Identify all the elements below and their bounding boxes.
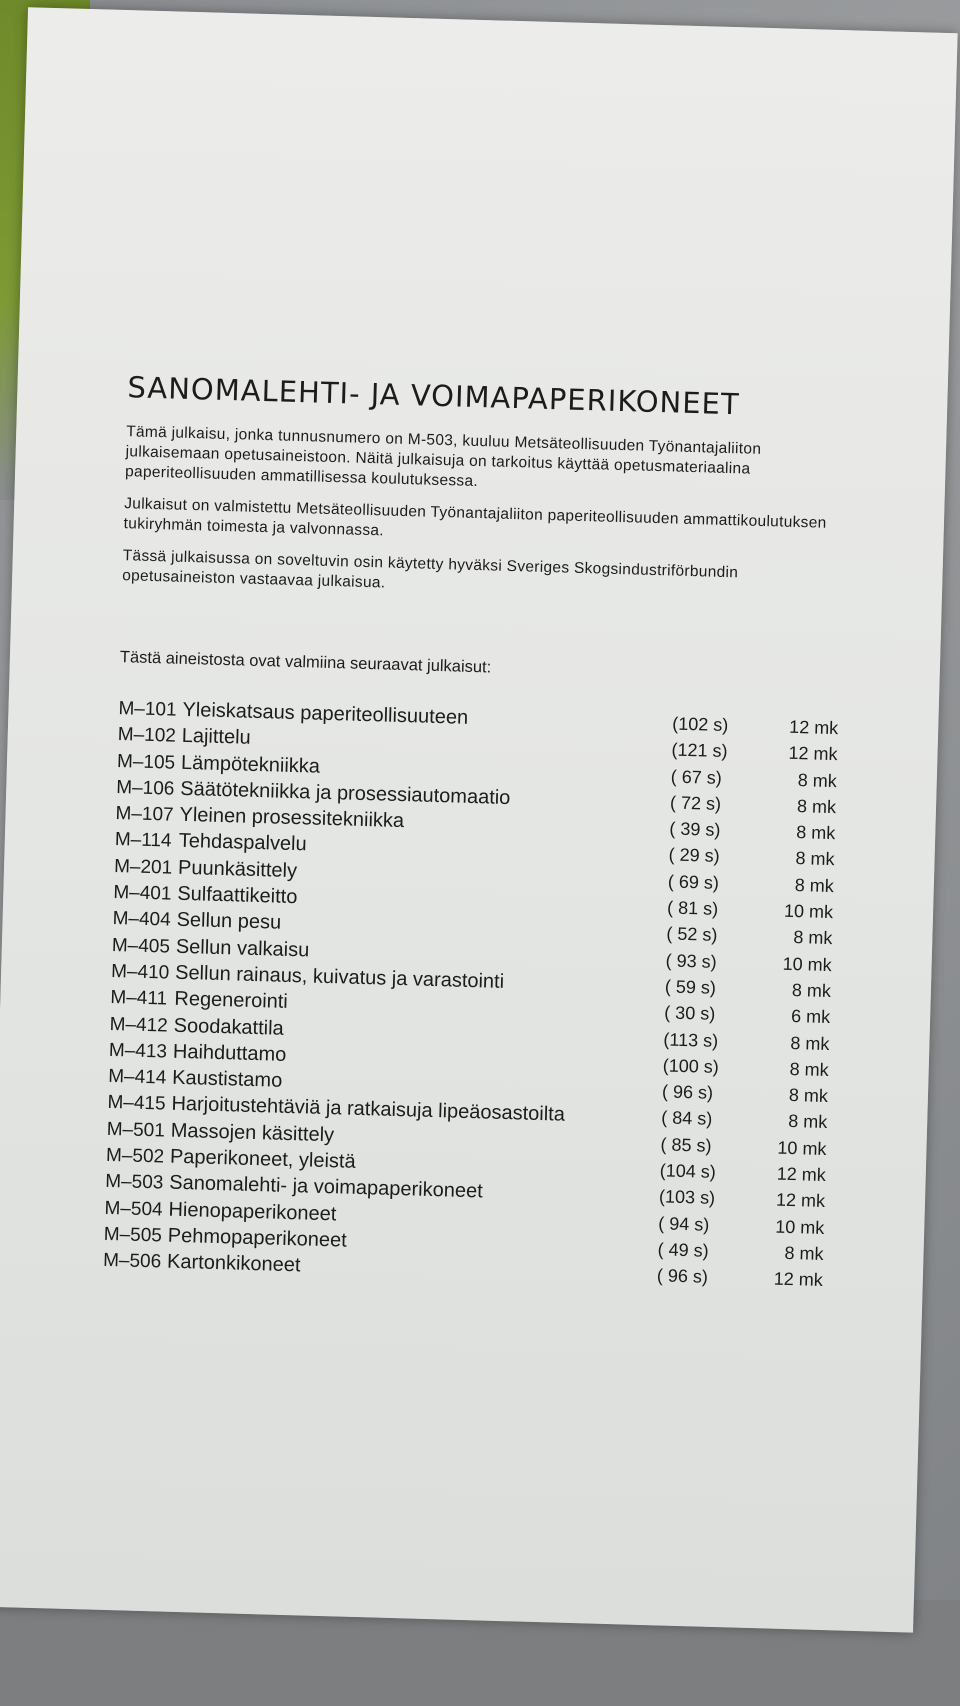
publication-title: Massojen käsittely <box>170 1119 335 1146</box>
publication-title: Harjoitustehtäviä ja ratkaisuja lipeäosastoilta <box>171 1093 566 1127</box>
publication-title: Haihduttamo <box>172 1040 287 1066</box>
publication-pages: ( 84 s) <box>661 1107 713 1130</box>
intro-paragraph-2: Julkaisut on valmistettu Metsäteollisuuden Työnantajaliiton paperiteollisuuden ammattikoulutuksen tukiryhmän toimesta ja valvonnassa. <box>123 495 827 540</box>
publication-pages: (100 s) <box>662 1055 720 1077</box>
page-title: SANOMALEHTI- JA VOIMAPAPERIKONEET <box>127 370 741 422</box>
publication-pages: ( 94 s) <box>658 1212 710 1235</box>
publication-pages: ( 96 s) <box>656 1265 709 1287</box>
publication-code: M–412 <box>109 1013 169 1037</box>
publication-list <box>103 697 839 1295</box>
publication-code: M–106 <box>116 776 175 800</box>
publication-title: Lajittelu <box>181 725 251 750</box>
publication-code: M–405 <box>111 934 171 958</box>
publication-price: 8 mk <box>796 795 837 818</box>
publication-title: Sellun rainaus, kuivatus ja varastointi <box>174 961 505 993</box>
publication-code: M–502 <box>105 1144 165 1168</box>
publication-price: 12 mk <box>788 743 838 765</box>
publication-price: 10 mk <box>777 1137 827 1159</box>
publication-title: Sulfaattikeitto <box>177 882 298 909</box>
publication-pages: ( 96 s) <box>661 1081 714 1103</box>
publication-code: M–411 <box>110 987 168 1010</box>
publication-pages: ( 85 s) <box>660 1134 712 1156</box>
publication-title: Hienopaperikoneet <box>168 1198 337 1225</box>
publication-code: M–414 <box>107 1066 167 1089</box>
publication-title: Sanomalehti- ja voimapaperikoneet <box>168 1172 483 1203</box>
publication-pages: ( 81 s) <box>666 897 719 919</box>
publication-price: 8 mk <box>784 1242 824 1264</box>
document-page <box>0 7 958 1632</box>
publication-price: 8 mk <box>793 927 833 949</box>
publication-code: M–102 <box>117 724 177 747</box>
publication-price: 8 mk <box>795 848 835 870</box>
publication-pages: ( 59 s) <box>664 976 717 998</box>
publication-title: Sellun pesu <box>176 909 282 935</box>
publication-price: 12 mk <box>776 1163 827 1186</box>
publication-code: M–501 <box>106 1118 166 1142</box>
publication-title: Pehmopaperikoneet <box>167 1224 348 1252</box>
intro-paragraph-1: Tämä julkaisu, jonka tunnusnumero on M-503, kuuluu Metsäteollisuuden Työnantajaliiton julkaisemaan opetusaineistoon. Näitä julkaisuja on tarkoitus käyttää opetusmateriaalina paperiteollisuuden ammatillisessa koulutuksessa. <box>124 423 762 491</box>
publication-pages: (113 s) <box>663 1028 719 1051</box>
intro-paragraph-3: Tässä julkaisussa on soveltuvin osin käytetty hyväksi Sveriges Skogsindustriförbundin opetusaineiston vastaavaa julkaisua. <box>121 547 739 592</box>
publication-title: Kartonkikoneet <box>166 1250 301 1277</box>
publication-price: 8 mk <box>790 1032 830 1054</box>
publication-price: 8 mk <box>788 1085 829 1107</box>
publication-price: 12 mk <box>775 1189 826 1212</box>
publication-code: M–107 <box>115 803 174 826</box>
publication-pages: ( 39 s) <box>669 818 721 841</box>
publication-title: Kaustistamo <box>171 1066 283 1092</box>
publication-title: Yleiskatsaus paperiteollisuuteen <box>182 698 469 729</box>
publication-code: M–504 <box>104 1197 163 1221</box>
publication-code: M–404 <box>112 908 172 931</box>
publication-code: M–410 <box>110 960 170 984</box>
publication-price: 12 mk <box>773 1268 824 1291</box>
publication-title: Lämpötekniikka <box>180 751 321 778</box>
publication-code: M–506 <box>102 1250 162 1273</box>
publication-price: 12 mk <box>788 716 839 739</box>
publication-pages: ( 30 s) <box>663 1002 716 1025</box>
publication-code: M–114 <box>114 829 172 853</box>
list-heading: Tästä aineistosta ovat valmiina seuraavat julkaisut: <box>119 648 492 677</box>
publication-pages: (104 s) <box>659 1160 717 1182</box>
publication-title: Paperikoneet, yleistä <box>169 1145 356 1173</box>
publication-title: Yleinen prosessitekniikka <box>179 804 405 833</box>
publication-title: Tehdaspalvelu <box>178 830 307 856</box>
publication-pages: ( 72 s) <box>669 792 722 814</box>
publication-price: 8 mk <box>789 1058 829 1080</box>
publication-pages: (102 s) <box>672 713 729 736</box>
publication-title: Sellun valkaisu <box>175 935 310 962</box>
publication-price: 10 mk <box>783 900 834 923</box>
publication-pages: ( 69 s) <box>667 871 720 893</box>
publication-code: M–415 <box>107 1092 166 1115</box>
publication-pages: ( 49 s) <box>657 1239 709 1261</box>
publication-price: 10 mk <box>774 1216 825 1238</box>
publication-price: 8 mk <box>791 979 832 1002</box>
publication-code: M–201 <box>113 855 173 879</box>
publication-price: 8 mk <box>787 1111 828 1133</box>
publication-pages: ( 29 s) <box>668 844 720 867</box>
publication-price: 8 mk <box>794 874 835 896</box>
publication-price: 8 mk <box>796 822 836 844</box>
publication-pages: ( 93 s) <box>665 950 717 972</box>
publication-price: 10 mk <box>782 953 832 975</box>
publication-pages: ( 52 s) <box>666 923 718 946</box>
publication-title: Regenerointi <box>174 988 289 1014</box>
publication-code: M–401 <box>113 882 172 905</box>
publication-code: M–505 <box>103 1223 163 1247</box>
publication-price: 6 mk <box>790 1006 831 1028</box>
publication-title: Soodakattila <box>173 1014 285 1040</box>
publication-code: M–101 <box>118 698 177 721</box>
publication-pages: (103 s) <box>658 1186 716 1209</box>
publication-title: Puunkäsittely <box>177 856 298 882</box>
publication-price: 8 mk <box>797 769 838 791</box>
page-content <box>103 370 848 1295</box>
publication-title: Säätötekniikka ja prosessiautomaatio <box>179 777 511 809</box>
publication-pages: ( 67 s) <box>670 766 723 788</box>
publication-code: M–105 <box>116 750 176 774</box>
publication-code: M–413 <box>108 1039 168 1063</box>
publication-code: M–503 <box>104 1171 164 1194</box>
publication-pages: (121 s) <box>671 739 728 762</box>
